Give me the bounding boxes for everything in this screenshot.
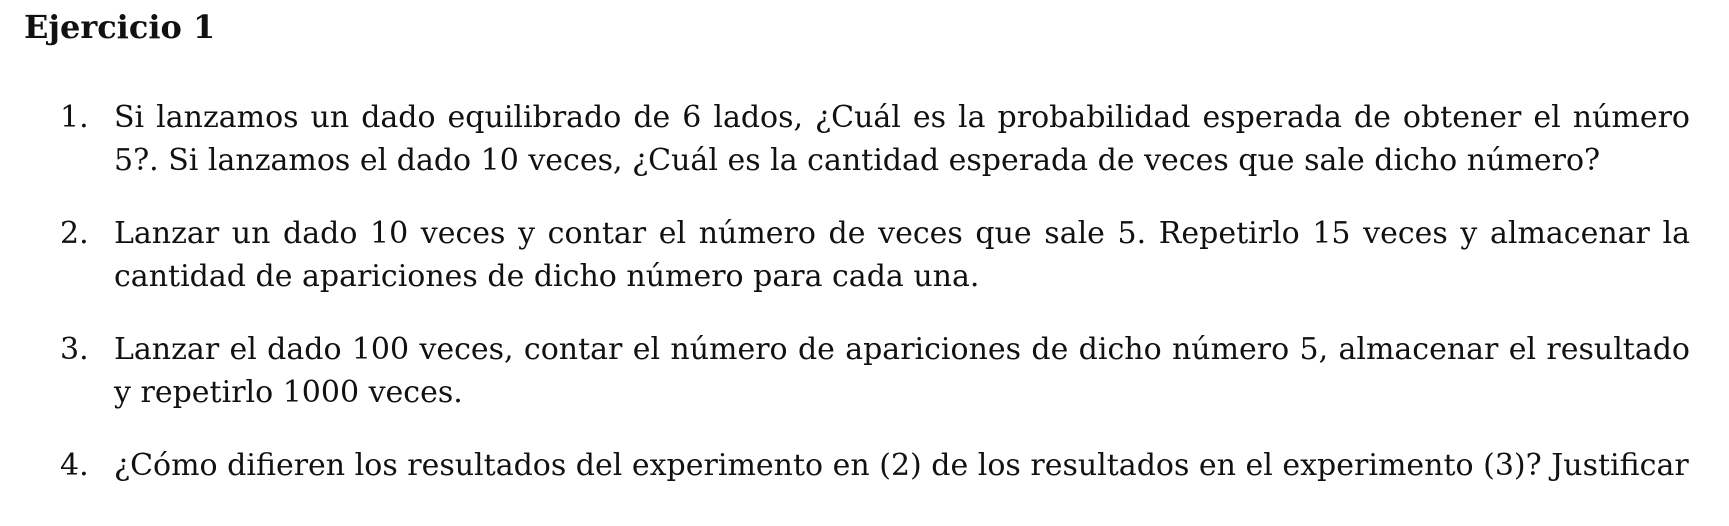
list-item bbox=[60, 444, 1690, 487]
exercise-list bbox=[60, 96, 1690, 517]
exercise-title: Ejercicio 1 bbox=[24, 8, 216, 46]
item-text: Lanzar el dado 100 veces, contar el número de apariciones de dicho número 5, almacenar el resultado y repetirlo 1000 veces. bbox=[114, 332, 1690, 410]
item-number: 1. bbox=[60, 100, 89, 135]
item-number: 3. bbox=[60, 332, 89, 367]
item-text: ¿Cómo difieren los resultados del experimento en (2) de los resultados en el experimento (3)? Justificar bbox=[114, 448, 1689, 483]
item-number: 4. bbox=[60, 448, 89, 483]
item-number: 2. bbox=[60, 216, 89, 251]
item-text: Lanzar un dado 10 veces y contar el número de veces que sale 5. Repetirlo 15 veces y almacenar la cantidad de apariciones de dicho número para cada una. bbox=[114, 216, 1690, 294]
list-item bbox=[60, 96, 1690, 182]
item-text: Si lanzamos un dado equilibrado de 6 lados, ¿Cuál es la probabilidad esperada de obtener el número 5?. Si lanzamos el dado 10 veces, ¿Cuál es la cantidad esperada de veces que sale dicho número? bbox=[114, 100, 1690, 178]
list-item bbox=[60, 328, 1690, 414]
list-item bbox=[60, 212, 1690, 298]
